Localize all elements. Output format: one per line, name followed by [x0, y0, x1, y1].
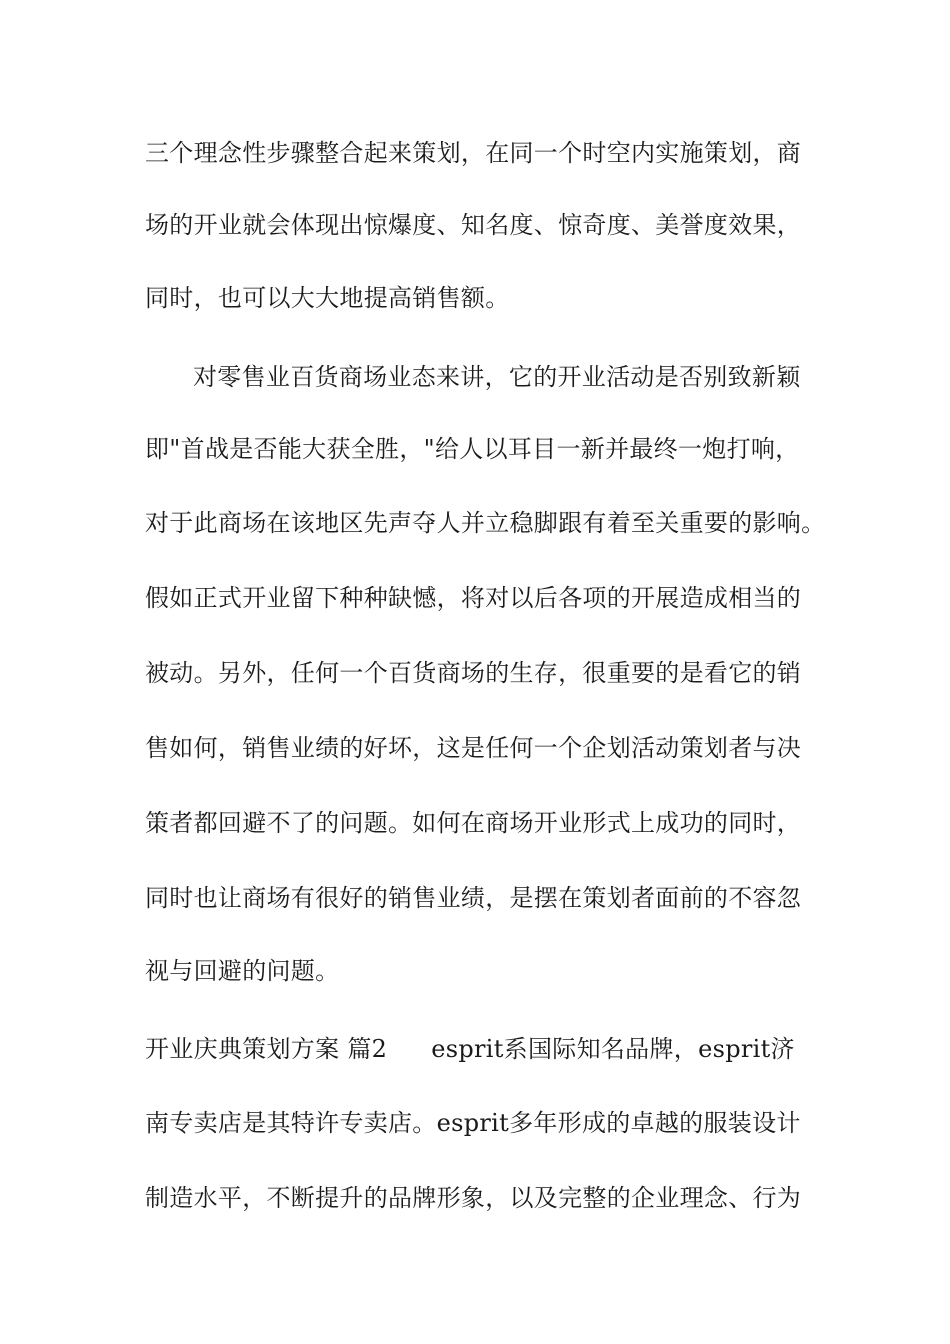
paragraph-line: 场的开业就会体现出惊爆度、知名度、惊奇度、美誉度效果， [145, 211, 802, 239]
paragraph-line: 同时也让商场有很好的销售业绩，是摆在策划者面前的不容忽 [145, 884, 802, 912]
paragraph-line: 售如何，销售业绩的好坏，这是任何一个企划活动策划者与决 [145, 734, 802, 762]
section-heading-line [145, 1034, 795, 1064]
paragraph-line: 策者都回避不了的问题。如何在商场开业形式上成功的同时， [145, 809, 802, 837]
paragraph-line: 对于此商场在该地区先声夺人并立稳脚跟有着至关重要的影响。 [145, 509, 826, 537]
paragraph-line: 同时，也可以大大地提高销售额。 [145, 284, 510, 312]
paragraph-line: 南专卖店是其特许专卖店。esprit多年形成的卓越的服装设计 [145, 1109, 801, 1137]
section-heading: 开业庆典策划方案 篇2 [145, 1035, 388, 1063]
paragraph-line: esprit系国际知名品牌，esprit济 [431, 1035, 795, 1063]
paragraph-line: 对零售业百货商场业态来讲，它的开业活动是否别致新颖 [193, 363, 801, 391]
paragraph-line: 被动。另外，任何一个百货商场的生存，很重要的是看它的销 [145, 659, 802, 687]
paragraph-line: 即"首战是否能大获全胜，"给人以耳目一新并最终一炮打响， [145, 435, 800, 463]
paragraph-line: 制造水平，不断提升的品牌形象，以及完整的企业理念、行为 [145, 1184, 802, 1212]
paragraph-line: 假如正式开业留下种种缺憾，将对以后各项的开展造成相当的 [145, 584, 802, 612]
paragraph-line: 视与回避的问题。 [145, 957, 340, 985]
paragraph-line: 三个理念性步骤整合起来策划，在同一个时空内实施策划，商 [145, 139, 802, 167]
